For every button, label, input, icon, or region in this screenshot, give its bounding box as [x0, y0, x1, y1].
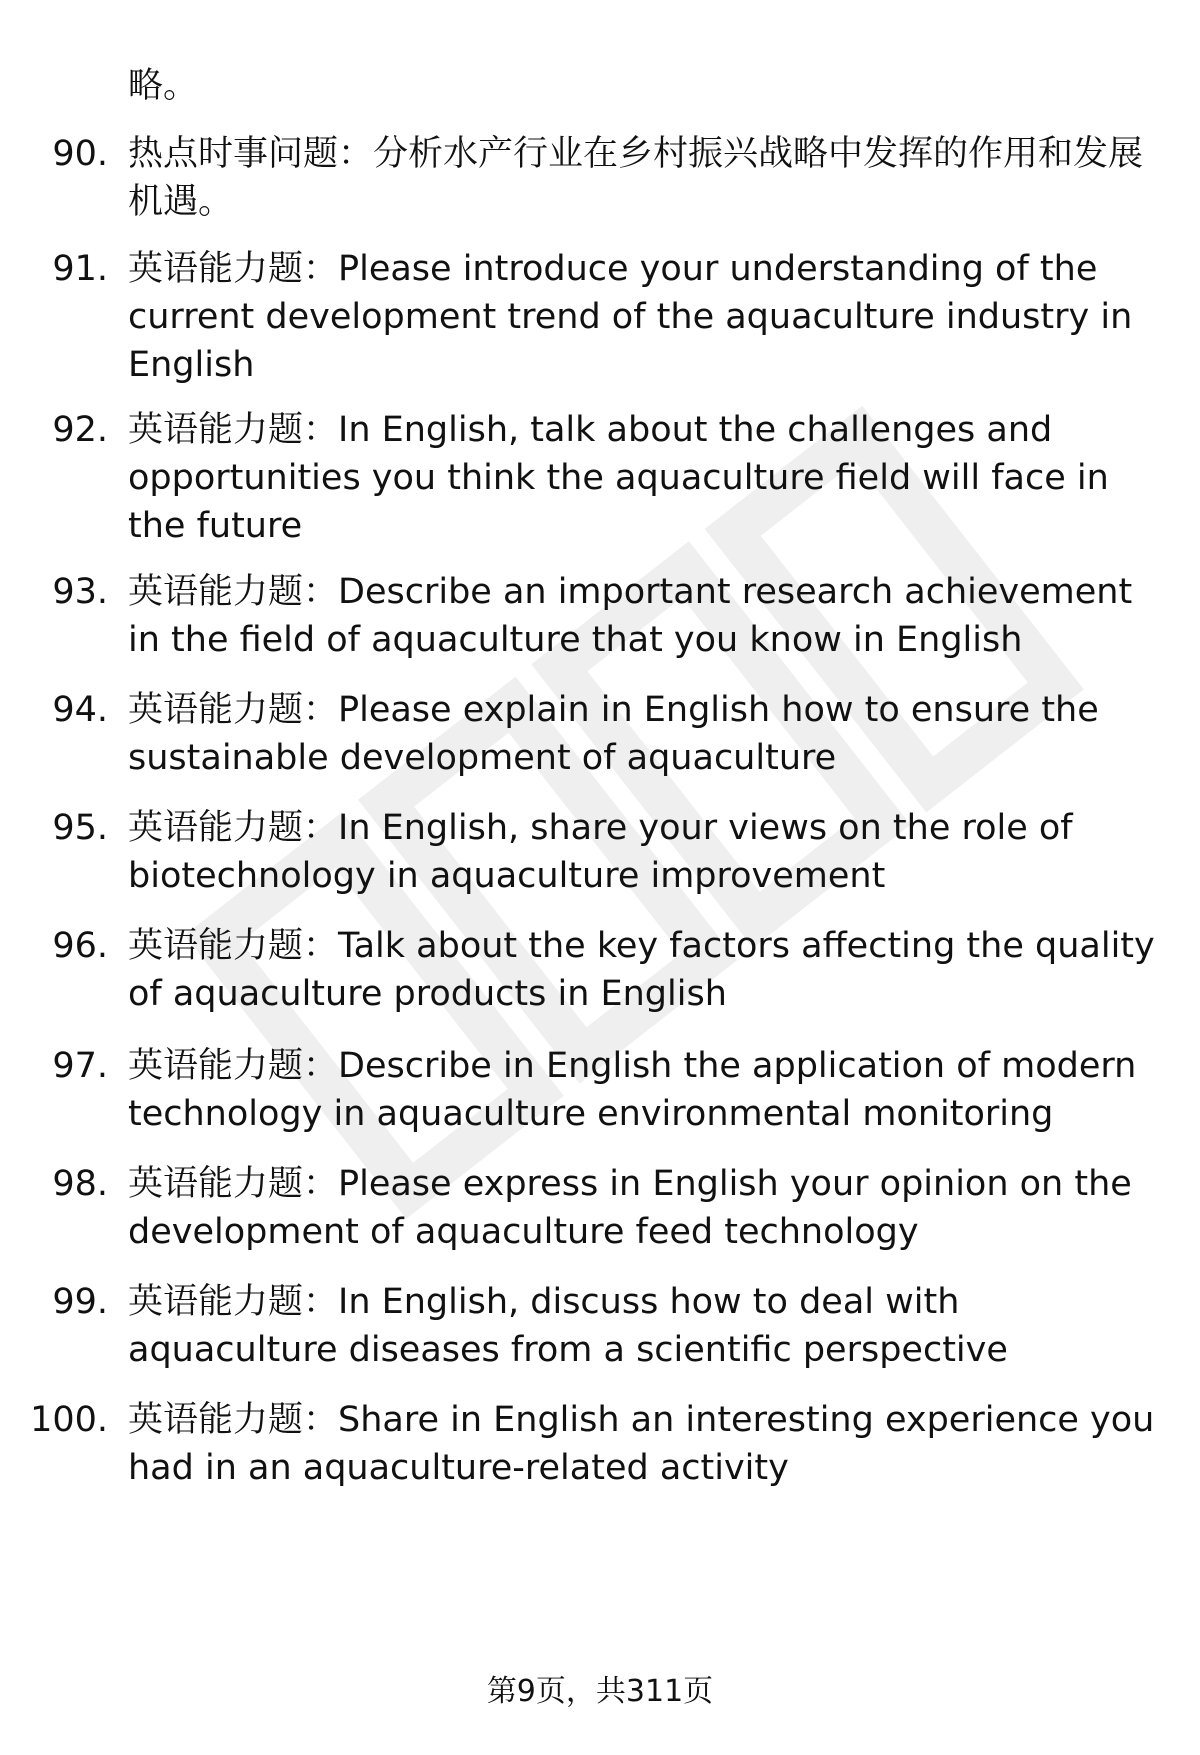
item-text: 英语能力题：Please introduce your understanding of the current development trend of the aquaculture industry in English — [128, 249, 1133, 385]
item-text: 英语能力题：Describe in English the application of modern technology in aquaculture environmental monitoring — [128, 1046, 1137, 1134]
item-text: 英语能力题：Talk about the key factors affecting the quality of aquaculture products in English — [128, 926, 1155, 1014]
item-number: 96. — [52, 926, 108, 966]
item-number: 100. — [30, 1400, 108, 1440]
item-text: 英语能力题：In English, talk about the challenges and opportunities you think the aquaculture field will face in the future — [128, 410, 1109, 546]
item-text: 英语能力题：Please explain in English how to ensure the sustainable development of aquaculture — [128, 690, 1099, 778]
item-text: 英语能力题：Please express in English your opinion on the development of aquaculture feed technology — [128, 1164, 1132, 1252]
item-number: 94. — [52, 690, 108, 730]
item-text: 热点时事问题：分析水产行业在乡村振兴战略中发挥的作用和发展机遇。 — [128, 134, 1144, 222]
item-number: 90. — [52, 134, 108, 174]
item-number: 91. — [52, 249, 108, 289]
item-number: 93. — [52, 572, 108, 612]
item-text: 英语能力题：In English, discuss how to deal with aquaculture diseases from a scientific perspective — [128, 1282, 1008, 1370]
item-text: 英语能力题：Share in English an interesting experience you had in an aquaculture-related activity — [128, 1400, 1155, 1488]
item-number: 95. — [52, 808, 108, 848]
item-number: 99. — [52, 1282, 108, 1322]
page-footer: 第9页，共311页 — [486, 1674, 714, 1709]
item-number: 92. — [52, 410, 108, 450]
continuation-text: 略。 — [128, 66, 199, 106]
item-text: 英语能力题：In English, share your views on the role of biotechnology in aquaculture improvement — [128, 808, 1073, 896]
item-number: 98. — [52, 1164, 108, 1204]
item-text: 英语能力题：Describe an important research achievement in the field of aquaculture that you know in English — [128, 572, 1133, 660]
item-number: 97. — [52, 1046, 108, 1086]
